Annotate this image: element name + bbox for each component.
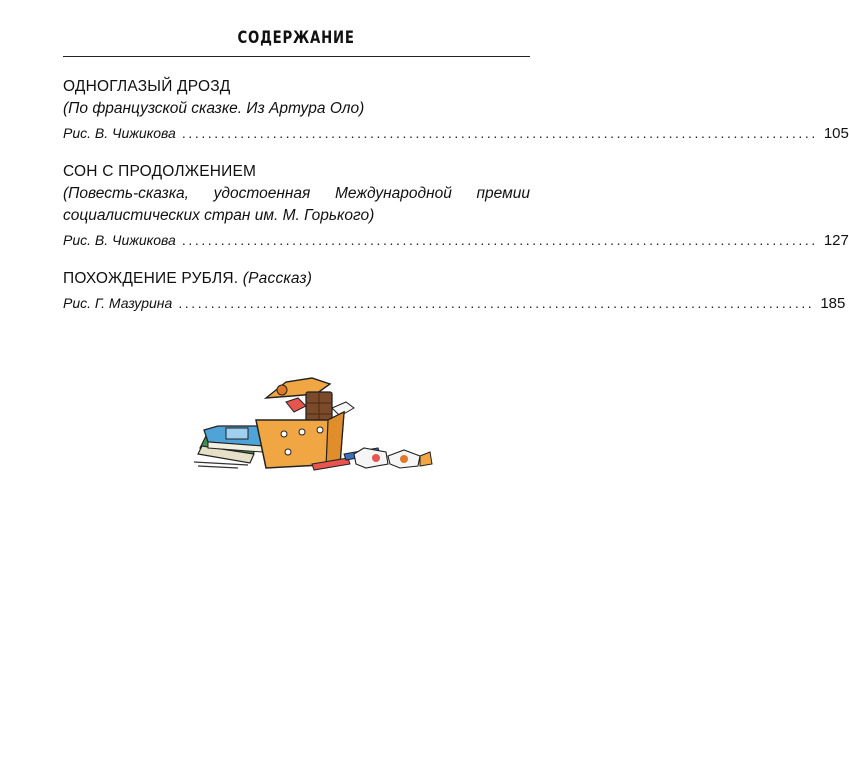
box-of-sweets-and-books-icon xyxy=(188,368,434,478)
entry-subtitle: (Повесть-сказка, удостоенная Международной премии xyxy=(63,185,530,202)
entry-leader-line xyxy=(63,229,849,252)
books-icon xyxy=(198,426,268,463)
page-title: СОДЕРЖАНИЕ xyxy=(237,28,356,48)
entry-leader-line xyxy=(63,122,849,145)
leader-dots: .................................................................................................. xyxy=(181,125,818,141)
page-header xyxy=(63,28,530,48)
leader-dots: .................................................................................................. xyxy=(178,295,815,311)
entry-title: ОДНОГЛАЗЫЙ ДРОЗД xyxy=(63,78,231,95)
leader-dots: .................................................................................................. xyxy=(181,232,818,248)
entry-title-note: (Рассказ) xyxy=(242,270,313,287)
entry-subtitle: социалистических стран им. М. Горького) xyxy=(63,207,375,224)
entry-title-line xyxy=(63,268,530,290)
candy-icon xyxy=(354,448,432,468)
table-of-contents xyxy=(63,76,849,331)
toc-entry xyxy=(63,161,849,252)
illustrator-credit: Рис. В. Чижикова xyxy=(63,125,176,141)
illustrator-credit: Рис. В. Чижикова xyxy=(63,232,176,248)
entry-title: СОН С ПРОДОЛЖЕНИЕМ xyxy=(63,163,257,180)
toc-entry xyxy=(63,268,846,315)
illustrator-credit: Рис. Г. Мазурина xyxy=(63,295,173,311)
page-number: 185 xyxy=(820,295,846,312)
toc-entry xyxy=(63,76,849,145)
entry-title: ПОХОЖДЕНИЕ РУБЛЯ. xyxy=(63,270,239,287)
page-number: 105 xyxy=(823,125,849,142)
entry-subtitle: (По французской сказке. Из Артура Оло) xyxy=(63,100,365,117)
entry-leader-line xyxy=(63,292,846,315)
page-number: 127 xyxy=(823,232,849,249)
header-rule xyxy=(63,56,530,57)
